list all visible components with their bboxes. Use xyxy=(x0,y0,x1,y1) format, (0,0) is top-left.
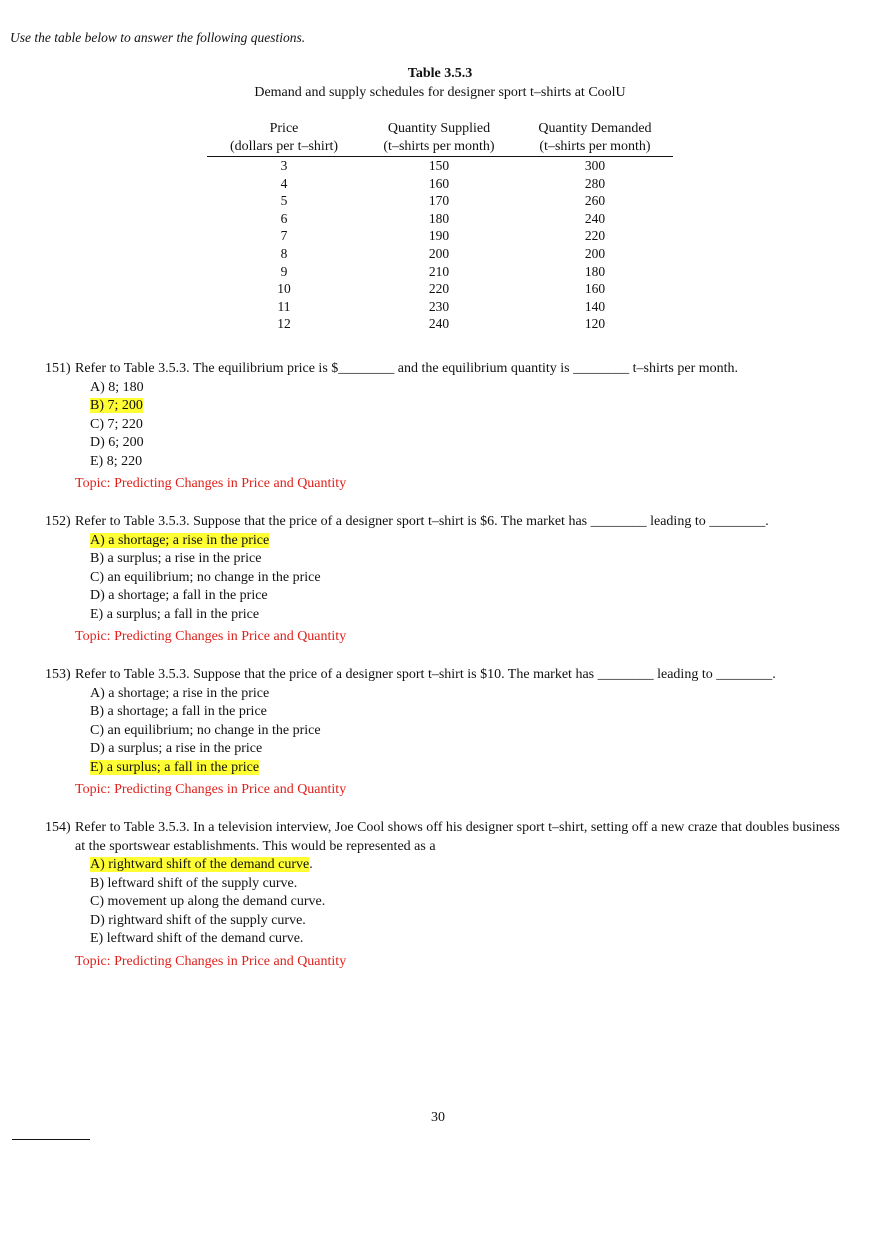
column-header: Price xyxy=(269,121,299,136)
answer-option-text: C) movement up along the demand curve. xyxy=(90,894,326,910)
supplied-cell: 180 xyxy=(428,210,450,226)
question-151 xyxy=(45,360,845,493)
answer-option-text: E) leftward shift of the demand curve. xyxy=(90,931,304,947)
question-number: 153) xyxy=(45,667,71,682)
table-row xyxy=(207,298,673,316)
answer-option-text: D) 6; 200 xyxy=(90,435,144,451)
question-152 xyxy=(45,513,845,646)
answer-option-text: C) 7; 220 xyxy=(90,416,143,432)
question-153 xyxy=(45,666,845,799)
answer-option-text: D) a shortage; a fall in the price xyxy=(90,588,268,604)
supplied-cell: 150 xyxy=(428,158,450,173)
answer-option-text: E) a surplus; a fall in the price xyxy=(90,759,260,775)
supplied-cell: 160 xyxy=(428,175,450,191)
answer-option-text: E) a surplus; a fall in the price xyxy=(90,606,260,622)
answer-option-correct xyxy=(90,532,845,551)
supplied-cell: 220 xyxy=(428,281,450,297)
topic-label: Topic: Predicting Changes in Price and Quantity xyxy=(75,629,347,645)
price-cell: 7 xyxy=(280,228,288,244)
answer-option xyxy=(90,379,845,398)
supplied-cell: 190 xyxy=(428,228,450,244)
answer-option xyxy=(90,685,845,704)
answer-option xyxy=(90,587,845,606)
column-header-unit: (t‒shirts per month) xyxy=(517,138,673,157)
column-header: Quantity Supplied xyxy=(387,121,491,136)
demanded-cell: 240 xyxy=(584,210,606,226)
answer-option-text: C) an equilibrium; no change in the price xyxy=(90,569,321,585)
table-row xyxy=(207,280,673,298)
question-number: 154) xyxy=(45,820,71,835)
answer-option xyxy=(90,416,845,435)
answer-option xyxy=(90,893,845,912)
question-154 xyxy=(45,819,845,971)
question-number: 151) xyxy=(45,361,71,376)
page-number: 30 xyxy=(431,1110,445,1125)
demanded-cell: 180 xyxy=(584,263,606,279)
answer-option xyxy=(90,453,845,472)
answer-option xyxy=(90,434,845,453)
topic-label: Topic: Predicting Changes in Price and Quantity xyxy=(75,476,347,492)
price-cell: 8 xyxy=(280,245,288,261)
table-row xyxy=(207,245,673,263)
answer-option-text: A) rightward shift of the demand curve xyxy=(90,857,310,872)
question-text: Refer to Table 3.5.3. Suppose that the price of a designer sport t‒shirt is $6. The market has ________ leading to ________. xyxy=(75,514,769,529)
answer-option xyxy=(90,569,845,588)
answer-option-suffix: . xyxy=(309,857,313,872)
price-cell: 9 xyxy=(280,263,288,279)
answer-option xyxy=(90,550,845,569)
supplied-cell: 170 xyxy=(428,193,450,209)
answer-option-text: A) a shortage; a rise in the price xyxy=(90,685,270,701)
table-row xyxy=(207,192,673,210)
demanded-cell: 160 xyxy=(584,281,606,297)
answer-option xyxy=(90,930,845,949)
price-cell: 11 xyxy=(277,298,291,314)
answer-option-correct xyxy=(90,759,845,778)
table-row xyxy=(207,263,673,281)
price-cell: 4 xyxy=(280,175,288,191)
table-row xyxy=(207,210,673,228)
answer-option-text: C) an equilibrium; no change in the price xyxy=(90,722,321,738)
demanded-cell: 280 xyxy=(584,175,606,191)
question-text: Refer to Table 3.5.3. The equilibrium price is $________ and the equilibrium quantity is ________ t‒shirts per month. xyxy=(75,361,739,376)
answer-option xyxy=(90,703,845,722)
demanded-cell: 140 xyxy=(584,298,606,314)
answer-option xyxy=(90,912,845,931)
table-row xyxy=(207,315,673,333)
price-cell: 12 xyxy=(277,316,291,332)
answer-option-text: B) a surplus; a rise in the price xyxy=(90,551,262,567)
price-cell: 3 xyxy=(280,158,288,173)
answer-option xyxy=(90,875,845,894)
demanded-cell: 200 xyxy=(584,245,606,261)
table-row xyxy=(207,227,673,245)
answer-option-text: A) a shortage; a rise in the price xyxy=(90,532,270,548)
demanded-cell: 260 xyxy=(584,193,606,209)
answer-option-text: E) 8; 220 xyxy=(90,453,143,469)
schedule-table xyxy=(207,120,673,333)
supplied-cell: 240 xyxy=(428,316,450,332)
instructions-text: Use the table below to answer the following questions. xyxy=(10,30,306,45)
supplied-cell: 230 xyxy=(428,298,450,314)
answer-option-text: D) a surplus; a rise in the price xyxy=(90,741,263,757)
table-subtitle: Demand and supply schedules for designer sport t‒shirts at CoolU xyxy=(254,85,626,100)
demanded-cell: 300 xyxy=(584,158,606,173)
column-header-unit: (t‒shirts per month) xyxy=(361,138,517,157)
question-text: Refer to Table 3.5.3. Suppose that the price of a designer sport t‒shirt is $10. The market has ________ leading to ________. xyxy=(75,667,776,682)
supplied-cell: 200 xyxy=(428,245,450,261)
demanded-cell: 120 xyxy=(584,316,606,332)
demanded-cell: 220 xyxy=(584,228,606,244)
supplied-cell: 210 xyxy=(428,263,450,279)
answer-option-correct xyxy=(90,856,845,875)
price-cell: 5 xyxy=(280,193,288,209)
answer-option-text: A) 8; 180 xyxy=(90,379,144,395)
answer-option xyxy=(90,722,845,741)
answer-option-text: B) a shortage; a fall in the price xyxy=(90,704,267,720)
answer-option-text: D) rightward shift of the supply curve. xyxy=(90,912,306,928)
column-header-unit: (dollars per t‒shirt) xyxy=(207,138,361,157)
topic-label: Topic: Predicting Changes in Price and Quantity xyxy=(75,953,347,969)
answer-option-correct xyxy=(90,397,845,416)
answer-option xyxy=(90,606,845,625)
question-text: Refer to Table 3.5.3. In a television interview, Joe Cool shows off his designer sport t‒shirt, setting off a new craze that doubles business at the sportswear establishments. This would be represented as a xyxy=(75,820,840,854)
answer-option-text: B) 7; 200 xyxy=(90,398,143,414)
topic-label: Topic: Predicting Changes in Price and Quantity xyxy=(75,782,347,798)
answer-option-text: B) leftward shift of the supply curve. xyxy=(90,875,298,891)
table-title: Table 3.5.3 xyxy=(407,66,473,81)
column-header: Quantity Demanded xyxy=(538,121,652,136)
answer-option xyxy=(90,740,845,759)
price-cell: 6 xyxy=(280,210,288,226)
footnote-rule xyxy=(12,1139,90,1140)
price-cell: 10 xyxy=(277,281,291,297)
table-row xyxy=(207,157,673,175)
table-row xyxy=(207,175,673,193)
question-number: 152) xyxy=(45,514,71,529)
